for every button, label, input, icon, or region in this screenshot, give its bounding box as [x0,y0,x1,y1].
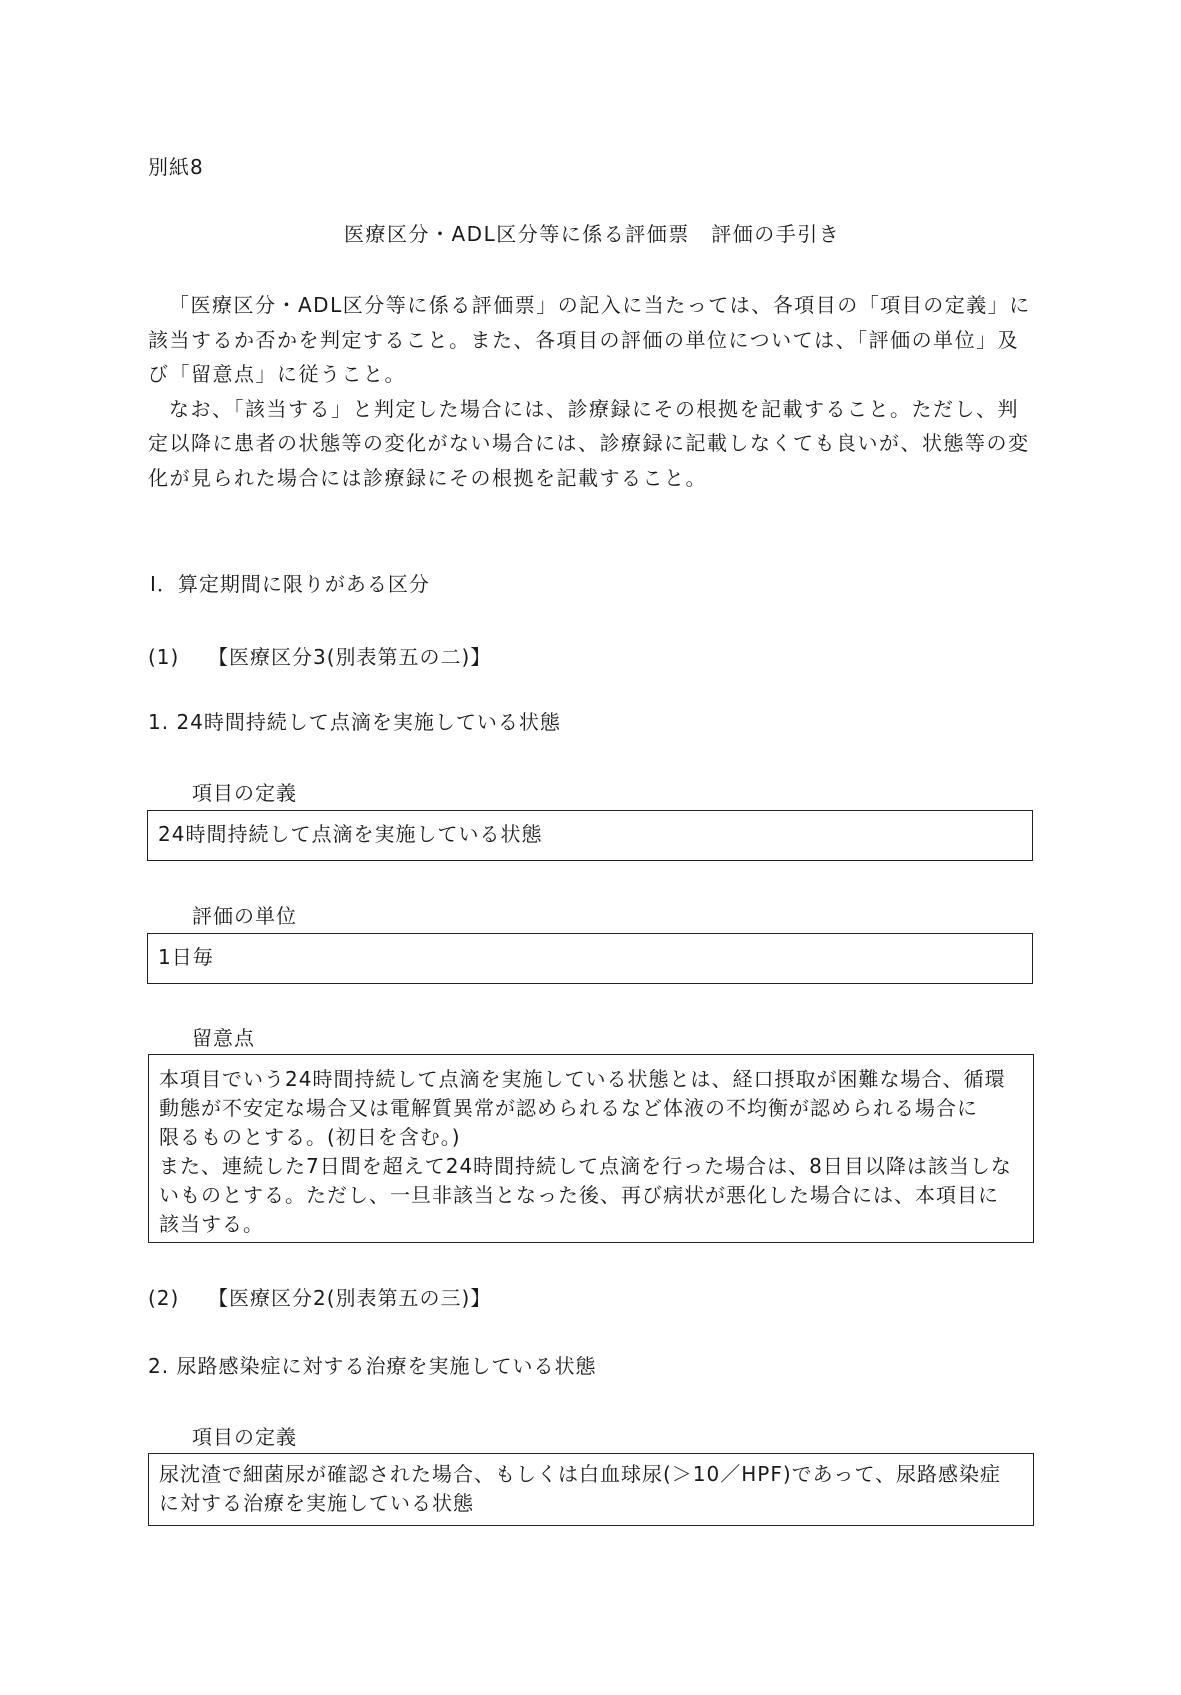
attachment-label: 別紙8 [148,155,204,179]
item-1-heading: 1. 24時間持続して点滴を実施している状態 [148,710,561,734]
item-2-definition-line: 尿沈渣で細菌尿が確認された場合、もしくは白血球尿(＞10／HPF)であって、尿路感染症 [159,1462,1002,1486]
item-1-unit-box [147,933,1033,984]
subsection-1-title: 【医療区分3(別表第五の二)】 [208,645,492,669]
document-title: 医療区分・ADL区分等に係る評価票 評価の手引き [344,222,841,246]
item-1-unit-text: 1日毎 [158,945,214,969]
item-1-definition-box [147,810,1033,861]
item-1-definition-label: 項目の定義 [192,781,297,805]
subsection-2-title: 【医療区分2(別表第五の三)】 [208,1286,492,1310]
item-2-definition-line: に対する治療を実施している状態 [159,1491,474,1515]
item-1-notes-label: 留意点 [192,1026,255,1050]
item-1-notes-line: 本項目でいう24時間持続して点滴を実施している状態とは、経口摂取が困難な場合、循環 [159,1067,1006,1091]
intro-text [148,288,1034,495]
item-1-unit-label: 評価の単位 [192,904,297,928]
item-2-heading: 2. 尿路感染症に対する治療を実施している状態 [148,1354,597,1378]
subsection-2-number: (2) [148,1286,180,1310]
section-title: Ⅰ．算定期間に限りがある区分 [150,572,430,596]
item-1-notes-line: また、連続した7日間を超えて24時間持続して点滴を行った場合は、8日目以降は該当しな [159,1154,1012,1178]
item-2-definition-box [148,1453,1034,1526]
intro-paragraph-1: 「医療区分・ADL区分等に係る評価票」の記入に当たっては、各項目の「項目の定義」に該当するか否かを判定すること。また、各項目の評価の単位については、「評価の単位」及び「留意点」に従うこと。 [148,293,1031,386]
item-2-definition-label: 項目の定義 [192,1425,297,1449]
intro-paragraph-2: なお、「該当する」と判定した場合には、診療録にその根拠を記載すること。ただし、判定以降に患者の状態等の変化がない場合には、診療録に記載しなくても良いが、状態等の変化が見られた場合には診療録にその根拠を記載すること。 [148,396,1030,490]
item-1-notes-line: 限るものとする。(初日を含む。) [159,1125,461,1149]
item-1-definition-text: 24時間持続して点滴を実施している状態 [158,822,543,846]
subsection-1-number: (1) [148,645,180,669]
item-1-notes-box [148,1054,1034,1243]
item-1-notes-line: 動態が不安定な場合又は電解質異常が認められるなど体液の不均衡が認められる場合に [159,1096,978,1120]
item-1-notes-line: いものとする。ただし、一旦非該当となった後、再び病状が悪化した場合には、本項目に [159,1183,999,1207]
item-1-notes-line: 該当する。 [159,1212,264,1236]
